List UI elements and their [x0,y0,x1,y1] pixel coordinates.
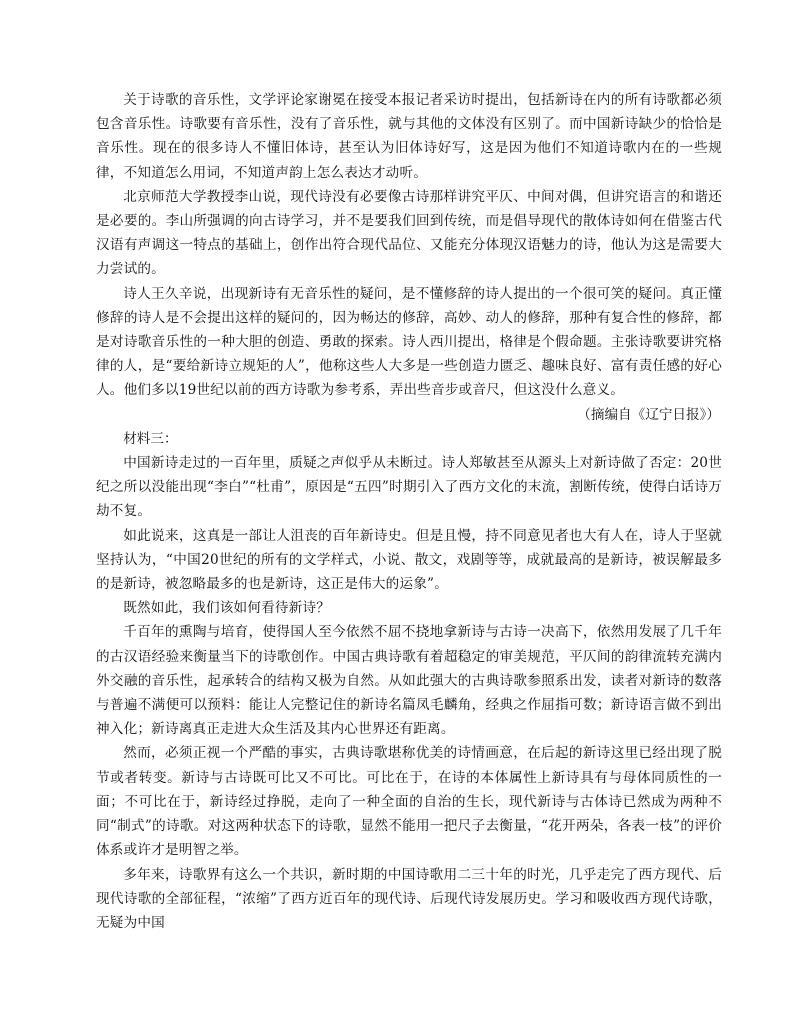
paragraph-consensus: 多年来，诗歌界有这么一个共识，新时期的中国诗歌用二三十年的时光，几乎走完了西方现代、后现代诗歌的全部征程，“浓缩”了西方近百年的现代诗、后现代诗发展历史。学习和吸收西方现代诗歌，无疑为中国 [96,866,722,931]
paragraph-comparison: 然而，必须正视一个严酷的事实，古典诗歌堪称优美的诗情画意，在后起的新诗这里已经出现了脱节或者转变。新诗与古诗既可比又不可比。可比在于，在诗的本体属性上新诗具有与母体同质性的一面；不可比在于，新诗经过挣脱，走向了一种全面的自治的生长，现代新诗与古体诗已然成为两种不同“制式”的诗歌。对这两种状态下的诗歌，显然不能用一把尺子去衡量，“花开两朵，各表一枝”的评价体系或许才是明智之举。 [96,745,722,859]
paragraph-wang-jiuxin: 诗人王久辛说，出现新诗有无音乐性的疑问，是不懂修辞的诗人提出的一个很可笑的疑问。真正懂修辞的诗人是不会提出这样的疑问的，因为畅达的修辞，高妙、动人的修辞，那种有复合性的修辞，都是对诗歌音乐性的一种大胆的创造、勇敢的探索。诗人西川提出，格律是个假命题。主张诗歌要讲究格律的人，是“要给新诗立规矩的人”，他称这些人大多是一些创造力匮乏、趣味良好、富有责任感的好心人。他们多以19世纪以前的西方诗歌为参考系，弄出些音步或音尺，但这没什么意义。 [96,285,722,399]
paragraph-li-shan: 北京师范大学教授李山说，现代诗没有必要像古诗那样讲究平仄、中间对偶，但讲究语言的和谐还是必要的。李山所强调的向古诗学习，并不是要我们回到传统，而是倡导现代的散体诗如何在借鉴古代汉语有声调这一特点的基础上，创作出符合现代品位、又能充分体现汉语魅力的诗，他认为这是需要大力尝试的。 [96,188,722,278]
paragraph-question: 既然如此，我们该如何看待新诗？ [123,600,331,617]
paragraph-music-quality: 关于诗歌的音乐性，文学评论家谢冕在接受本报记者采访时提出，包括新诗在内的所有诗歌都必须包含音乐性。诗歌要有音乐性，没有了音乐性，就与其他的文体没有区别了。而中国新诗缺少的恰恰是音乐性。现在的很多诗人不懂旧体诗，甚至认为旧体诗好写，这是因为他们不知道诗歌内在的一些规律，不知道怎么用词，不知道声韵上怎么表达才动听。 [96,92,722,181]
document-page [96,88,722,935]
paragraph-century: 中国新诗走过的一百年里，质疑之声似乎从未断过。诗人郑敏甚至从源头上对新诗做了否定：20世纪之所以没能出现“李白”“杜甫”，原因是“五四”时期引入了西方文化的末流，割断传统，使得白话诗万劫不复。 [96,455,722,520]
source-citation: （摘编自《辽宁日报》） [577,406,720,423]
paragraph-yu-jian: 如此说来，这真是一部让人沮丧的百年新诗史。但是且慢，持不同意见者也大有人在，诗人于坚就坚持认为，“中国20世纪的所有的文学样式，小说、散文，戏剧等等，成就最高的是新诗，被误解最多的是新诗，被忽略最多的也是新诗，这正是伟大的运象”。 [96,527,722,593]
paragraph-classical-reference: 千百年的熏陶与培育，使得国人至今依然不屈不挠地拿新诗与古诗一决高下，依然用发展了几千年的古汉语经验来衡量当下的诗歌创作。中国古典诗歌有着超稳定的审美规范，平仄间的韵律流转充满内外交融的音乐性，起承转合的结构又极为自然。从如此强大的古典诗歌参照系出发，读者对新诗的数落与普遍不满便可以预料：能让人完整记住的新诗名篇凤毛麟角，经典之作屈指可数；新诗语言做不到出神入化；新诗离真正走进大众生活及其内心世界还有距离。 [96,624,722,738]
section-label: 材料三： [123,430,178,447]
